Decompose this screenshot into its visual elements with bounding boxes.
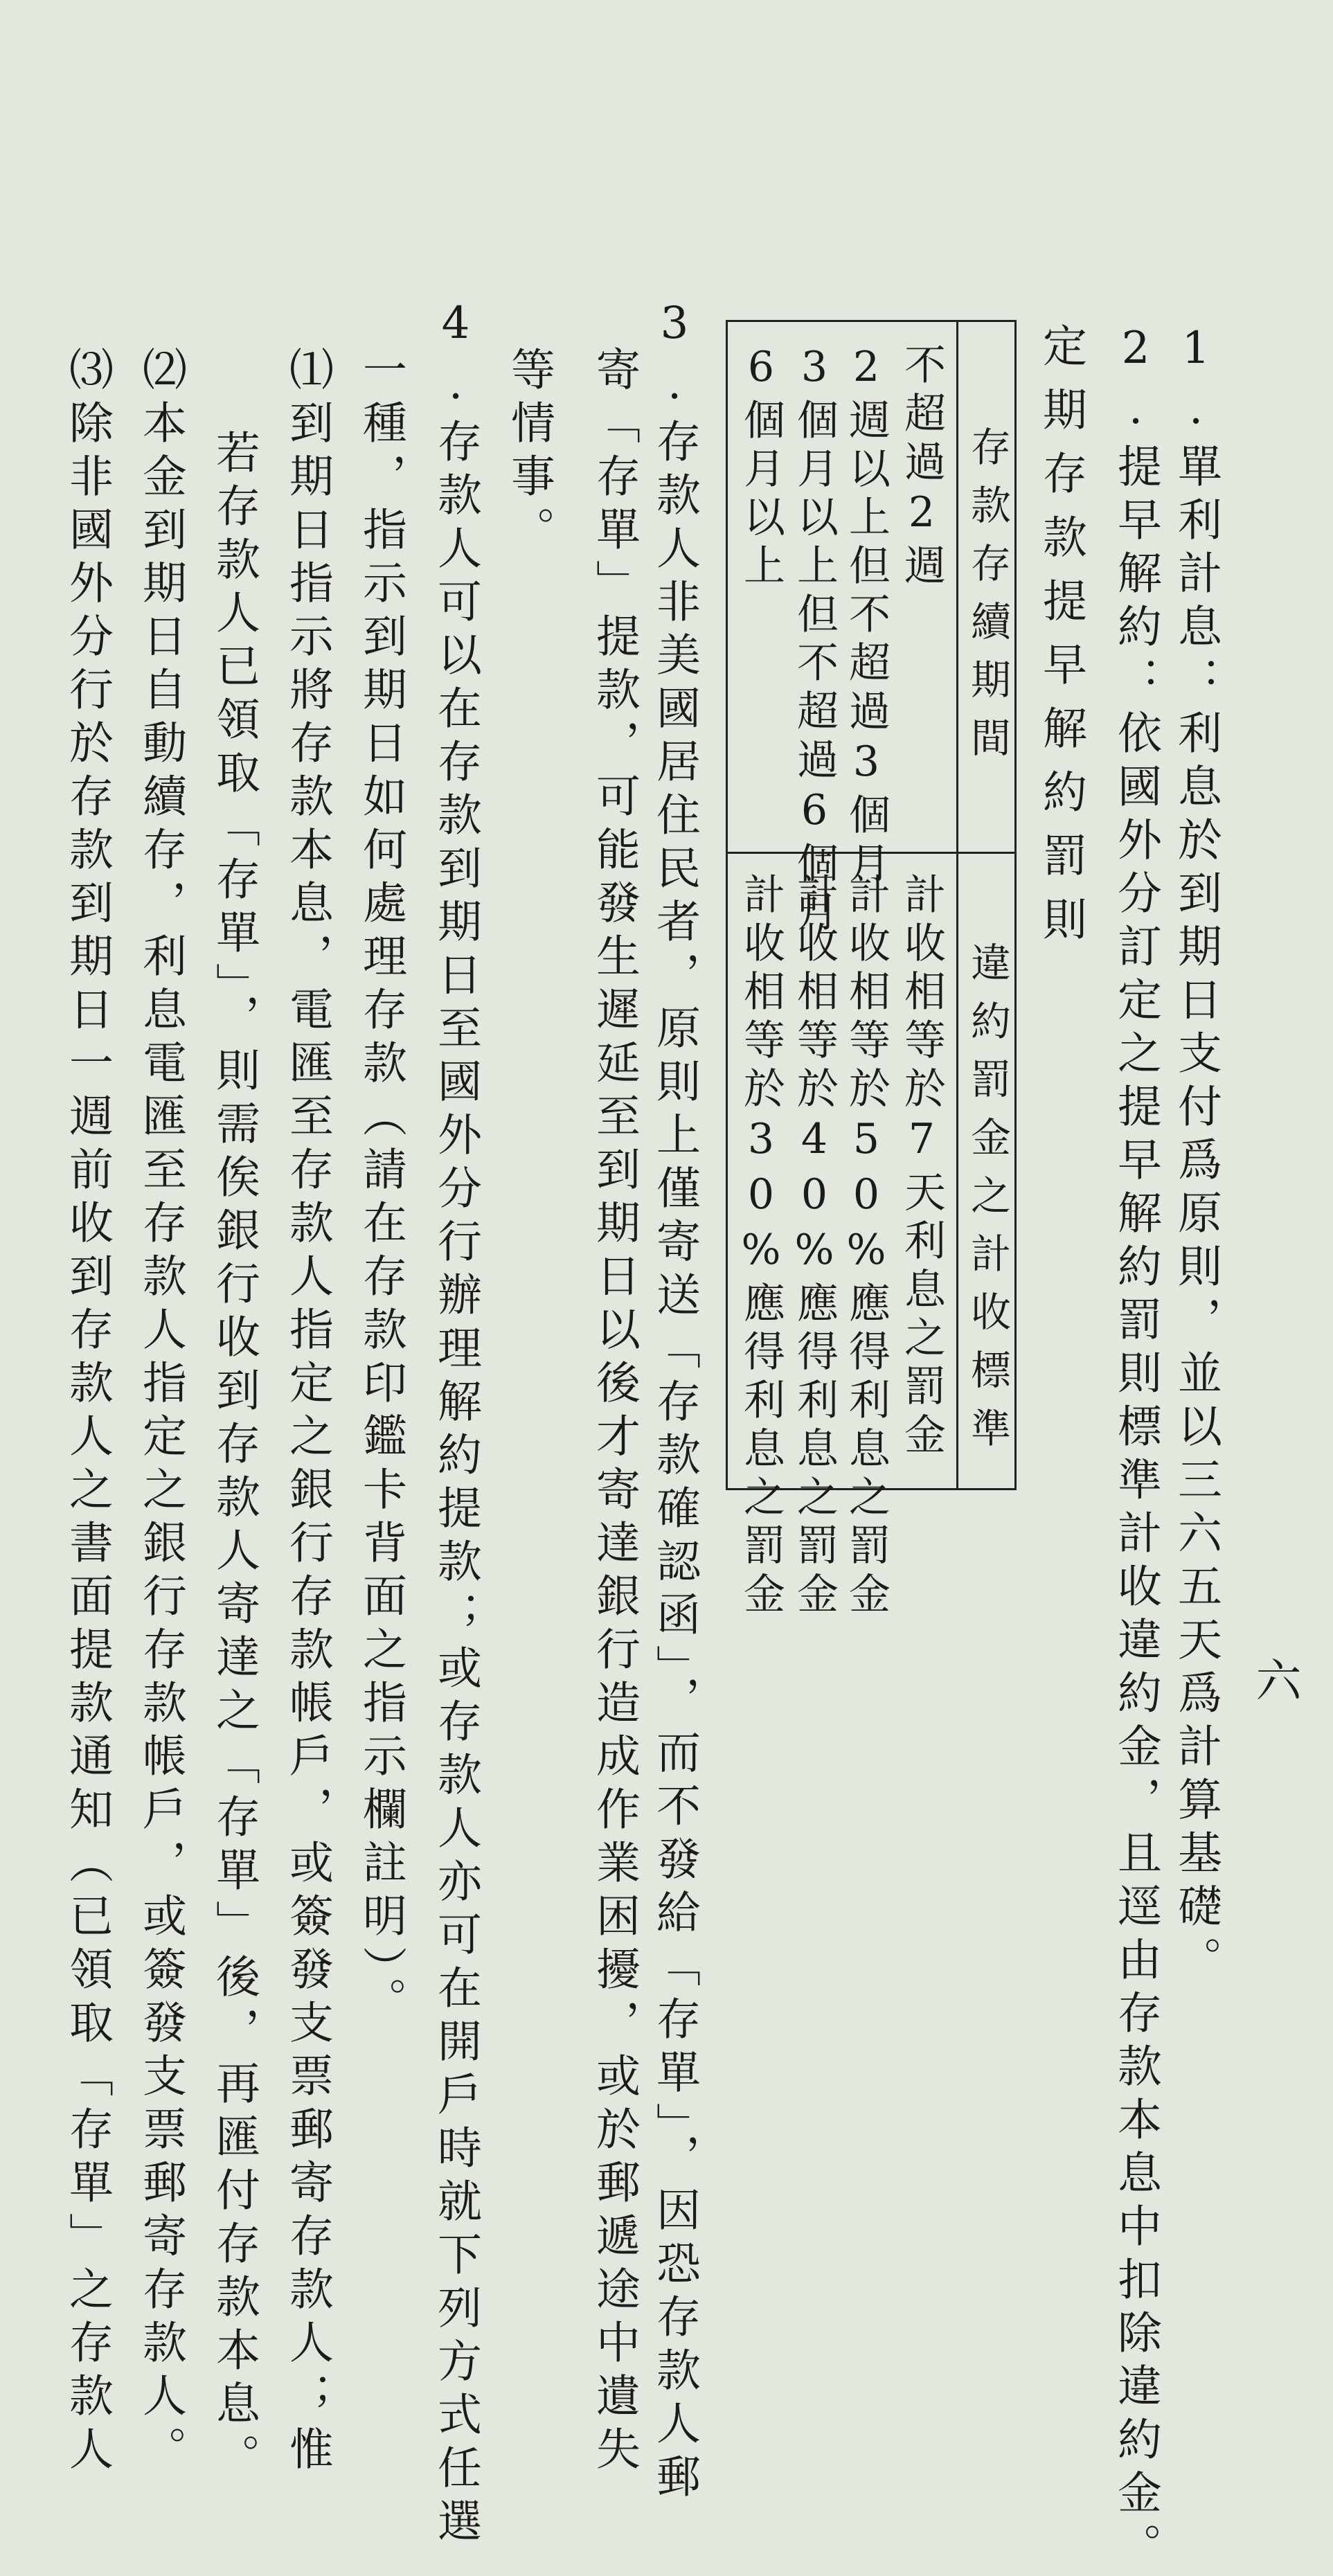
rule-3-text-cont: 寄「存單」提款，可能發生遲延至到期日以後才寄達銀行造成作業困擾，或於郵遞途中遺失 bbox=[589, 346, 640, 2479]
rule-2-table-title: 定期存款提早解約罰則 bbox=[1035, 323, 1086, 960]
table-row-penalty: 計收相等於40%應得利息之罰金 bbox=[790, 873, 839, 1620]
table-row-penalty: 計收相等於7天利息之罰金 bbox=[897, 873, 946, 1461]
table-row-period: 6個月以上 bbox=[737, 343, 785, 592]
item-3-text: ⑶除非國外分行於存款到期日一週前收到存款人之書面提款通知（已領取「存單」之存款人 bbox=[62, 346, 113, 2479]
rule-3-text: 3.存款人非美國居住民者，原則上僅寄送「存款確認函」，而不發給「存單」，因恐存款人郵 bbox=[649, 298, 700, 2507]
rule-4-text-cont: 一種，指示到期日如何處理存款（請在存款印鑑卡背面之指示欄註明）。 bbox=[355, 346, 406, 2030]
item-1-text-cont: 若存款人已領取「存單」，則需俟銀行收到存款人寄達之「存單」後，再匯付存款本息。 bbox=[208, 429, 260, 2487]
table-row-penalty: 計收相等於30%應得利息之罰金 bbox=[737, 873, 785, 1620]
rule-3-text-end: 等情事。 bbox=[503, 346, 555, 560]
table-header-period: 存款存續期間 bbox=[964, 426, 1011, 775]
rule-1-text: 1.單利計息：利息於到期日支付爲原則，並以三六五天爲計算基礎。 bbox=[1170, 323, 1222, 1989]
item-1-text: ⑴到期日指示將存款本息，電匯至存款人指定之銀行存款帳戶，或簽發支票郵寄存款人；惟 bbox=[282, 346, 333, 2479]
table-row-period: 3個月以上但不超過6個月 bbox=[790, 343, 839, 938]
rule-4-text: 4.存款人可以在存款到期日至國外分行辦理解約提款；或存款人亦可在開戶時就下列方式任選 bbox=[430, 298, 481, 2551]
table-divider-vertical bbox=[956, 322, 958, 1488]
table-row-penalty: 計收相等於50%應得利息之罰金 bbox=[842, 873, 891, 1620]
table-header-penalty: 違約罰金之計收標準 bbox=[964, 942, 1011, 1465]
early-withdrawal-penalty-table bbox=[726, 320, 1017, 1620]
table-row-period: 不超過2週 bbox=[897, 343, 946, 592]
rule-2-text: 2.提早解約：依國外分訂定之提早解約罰則標準計收違約金，且逕由存款本息中扣除違約金。 bbox=[1110, 323, 1161, 2576]
page-number: 六 bbox=[1248, 1656, 1301, 1702]
item-2-text: ⑵本金到期日自動續存，利息電匯至存款人指定之銀行存款帳戶，或簽發支票郵寄存款人。 bbox=[135, 346, 186, 2479]
table-row-period: 2週以上但不超過3個月 bbox=[842, 343, 891, 890]
